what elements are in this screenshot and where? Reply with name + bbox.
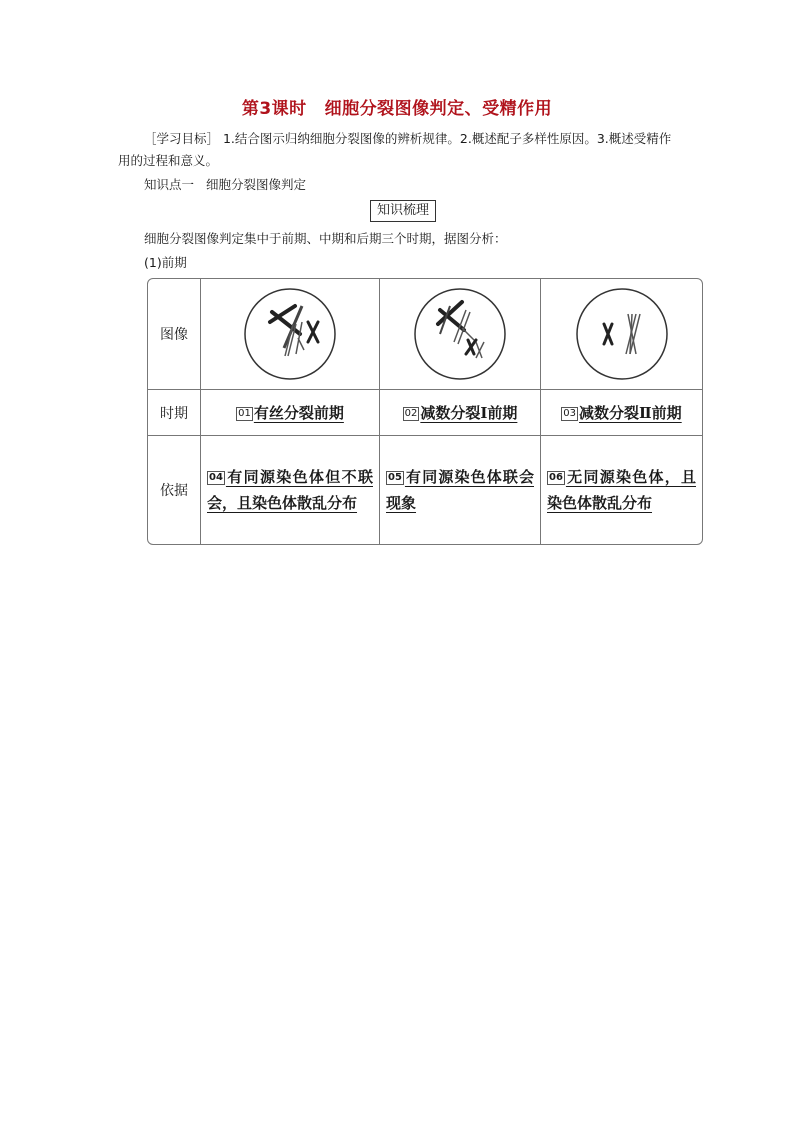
answer-number: 01 [238,408,251,419]
answer-number: 06 [549,472,563,483]
answer-number: 03 [563,408,577,419]
intro-text: 细胞分裂图像判定集中于前期、中期和后期三个时期，据图分析： [144,231,507,246]
knowledge-point-name: 细胞分裂图像判定 [206,177,307,192]
row-header-image: 图像 [148,279,201,390]
period-cell [380,390,541,436]
basis-row [148,436,702,544]
answer-number: 05 [388,472,402,483]
mitosis-prophase-diagram [240,284,340,384]
period-cell [201,390,380,436]
mitosis-cell-image [201,279,380,390]
knowledge-point-label: 知识点一 [144,177,195,192]
basis-cell [541,436,702,544]
knowledge-point-heading [144,174,704,196]
basis-cell [380,436,541,544]
period-answer: 减数分裂Ⅱ前期 [579,404,682,422]
period-answer: 有丝分裂前期 [253,404,344,422]
lesson-number: 第3课时 [241,99,307,119]
basis-answer: 无同源染色体，且染色体散乱分布 [547,468,696,512]
basis-answer: 有同源染色体但不联会，且染色体散乱分布 [207,468,373,512]
period-row [148,390,702,436]
basis-answer: 有同源染色体联会现象 [386,468,534,512]
image-row [148,279,702,390]
learning-goals: ［学习目标］ 1.结合图示归纳细胞分裂图像的辨析规律。2.概述配子多样性原因。3.概述受精作用的过程和意义。 [118,131,672,168]
meiosis-i-cell-image [380,279,541,390]
lesson-title: 细胞分裂图像判定、受精作用 [324,99,553,119]
prophase-table [147,278,703,545]
row-header-period: 时期 [148,390,201,436]
answer-number: 04 [209,472,223,483]
subheading: (1)前期 [144,255,187,270]
meiosis-i-prophase-diagram [410,284,510,384]
period-cell [541,390,702,436]
row-header-basis: 依据 [148,436,201,544]
period-answer: 减数分裂Ⅰ前期 [420,404,518,422]
answer-number: 02 [404,408,418,419]
meiosis-ii-cell-image [541,279,702,390]
meiosis-ii-prophase-diagram [572,284,672,384]
basis-cell [201,436,380,544]
page-title [0,94,794,119]
section-box-label: 知识梳理 [370,200,436,222]
